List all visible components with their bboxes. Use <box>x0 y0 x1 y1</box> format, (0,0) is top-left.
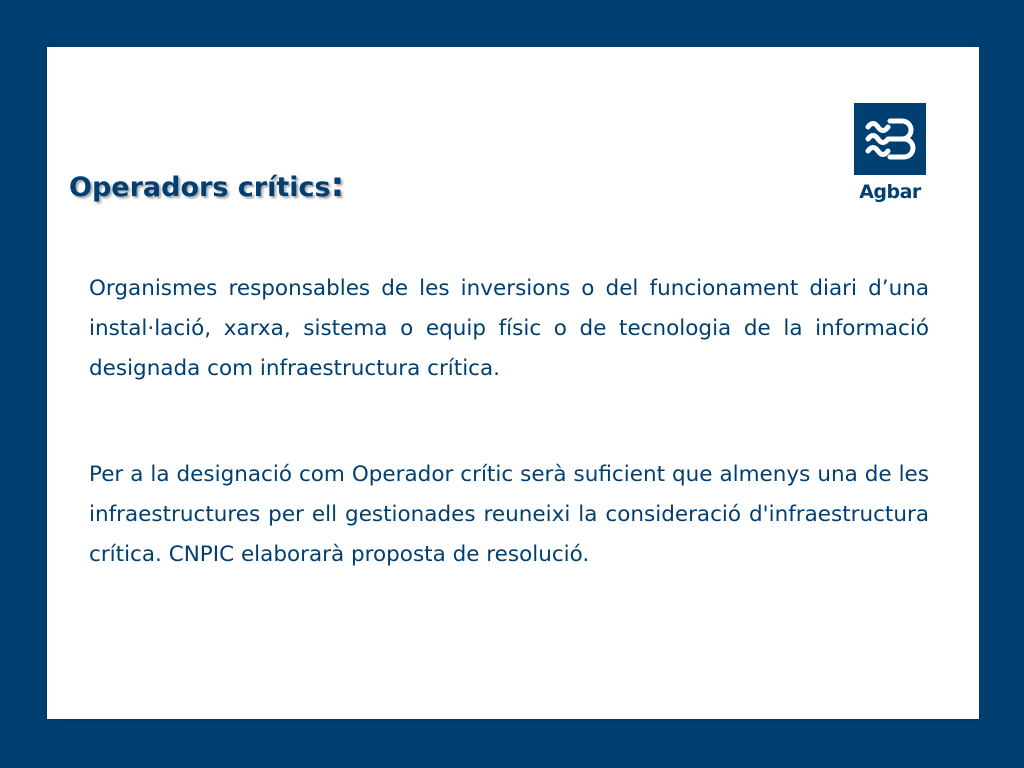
paragraph-designation: Per a la designació com Operador crític serà suficient que almenys una de les infraestructures per ell gestionades reuneixi la consideració d'infraestructura crítica. CNPIC elaborarà proposta de resolució. <box>89 462 929 567</box>
agbar-logo-icon <box>854 103 926 175</box>
paragraph-definition: Organismes responsables de les inversions o del funcionament diari d’una instal·lació, xarxa, sistema o equip físic o de tecnologia de la informació designada com infraestructura crítica. <box>89 276 929 381</box>
slide-title <box>69 165 344 205</box>
agbar-logo <box>850 103 930 203</box>
slide-title-colon: : <box>330 165 345 205</box>
agbar-logo-text: Agbar <box>859 181 921 203</box>
waves-b-icon <box>854 103 926 175</box>
slide-title-text: Operadors crítics <box>69 172 331 203</box>
slide-panel <box>47 47 979 719</box>
